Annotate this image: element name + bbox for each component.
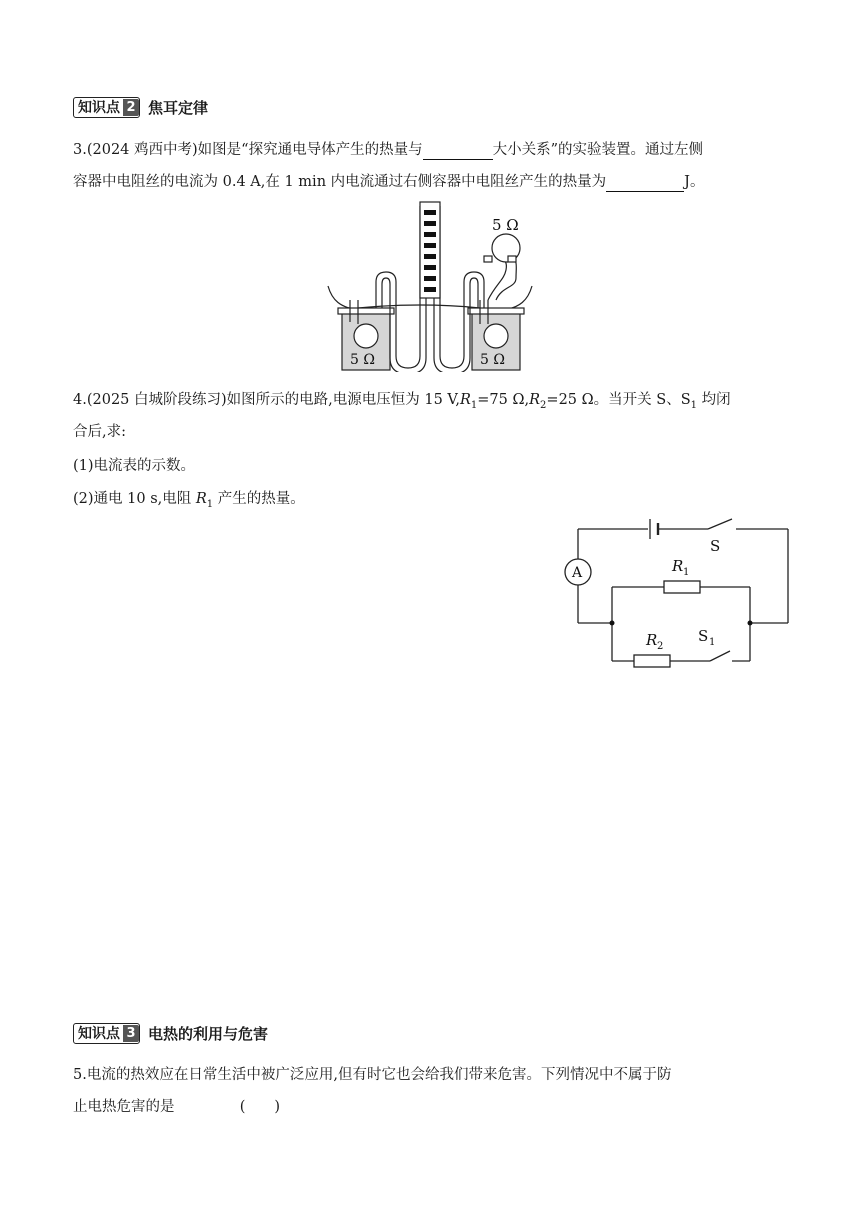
tag-label: 知识点 [78, 1026, 120, 1042]
knowledge-tag [73, 97, 140, 118]
answer-parentheses[interactable]: ( ) [239, 1099, 281, 1115]
q3-text-d: J。 [684, 174, 705, 190]
q3-line-2 [73, 172, 704, 192]
r1-value: =75 Ω, [477, 392, 530, 408]
switch-s-label: S [710, 537, 721, 555]
r1-symbol: R [459, 392, 471, 408]
circuit-diagram [560, 515, 800, 675]
q3-text-c: 容器中电阻丝的电流为 0.4 A,在 1 min 内电流通过右侧容器中电阻丝产生的热量为 [73, 174, 607, 190]
section-title: 焦耳定律 [148, 98, 209, 117]
r1-symbol: R [195, 491, 207, 507]
q4-sub2-text-b: 产生的热量。 [213, 491, 305, 507]
knowledge-tag [73, 1023, 140, 1044]
label-left-resistor: 5 Ω [350, 352, 375, 368]
q4-text-end: 均闭 [697, 392, 731, 408]
ammeter-label: A [572, 565, 583, 581]
r1-label: R [672, 557, 684, 575]
q3-text-a: 3.(2024 鸡西中考)如图是“探究通电导体产生的热量与 [73, 142, 423, 158]
label-top-resistor: 5 Ω [492, 216, 519, 234]
r2-subscript: 2 [540, 399, 547, 411]
section-header-3 [73, 1022, 268, 1044]
tag-number: 3 [123, 1025, 139, 1042]
label-right-resistor: 5 Ω [480, 352, 505, 368]
r2-symbol: R [529, 392, 541, 408]
r1-subscript: 1 [470, 399, 478, 411]
q4-line-1 [73, 390, 731, 416]
tag-number: 2 [123, 99, 139, 116]
r2-value: =25 Ω。当开关 S、S [546, 392, 691, 408]
q3-line-1 [73, 140, 703, 160]
q4-text-a: 4.(2025 白城阶段练习)如图所示的电路,电源电压恒为 15 V, [73, 392, 460, 408]
q3-blank-2[interactable] [606, 175, 684, 192]
r2-label-sub: 2 [657, 641, 664, 652]
q4-sub-2 [73, 489, 305, 515]
section-header-2 [73, 96, 208, 118]
tag-label: 知识点 [78, 100, 120, 116]
section-title: 电热的利用与危害 [148, 1024, 269, 1043]
r1-subscript: 1 [206, 498, 214, 510]
q5-text: 止电热危害的是 [73, 1099, 175, 1115]
s1-label: S [698, 627, 709, 645]
q4-sub2-text-a: (2)通电 10 s,电阻 [73, 491, 196, 507]
q5-line-1: 5.电流的热效应在日常生活中被广泛应用,但有时它也会给我们带来危害。下列情况中不属于防 [73, 1067, 672, 1083]
q3-blank-1[interactable] [423, 143, 493, 160]
q3-text-b: 大小关系”的实验装置。通过左侧 [492, 142, 703, 158]
s1-label-sub: 1 [709, 637, 716, 648]
joule-apparatus-figure [320, 200, 540, 372]
r2-label: R [646, 631, 658, 649]
q4-sub-1: (1)电流表的示数。 [73, 458, 196, 474]
r1-label-sub: 1 [683, 567, 690, 578]
q5-line-2 [73, 1097, 280, 1117]
q4-line-2: 合后,求: [73, 424, 126, 440]
s1-subscript: 1 [690, 399, 698, 411]
